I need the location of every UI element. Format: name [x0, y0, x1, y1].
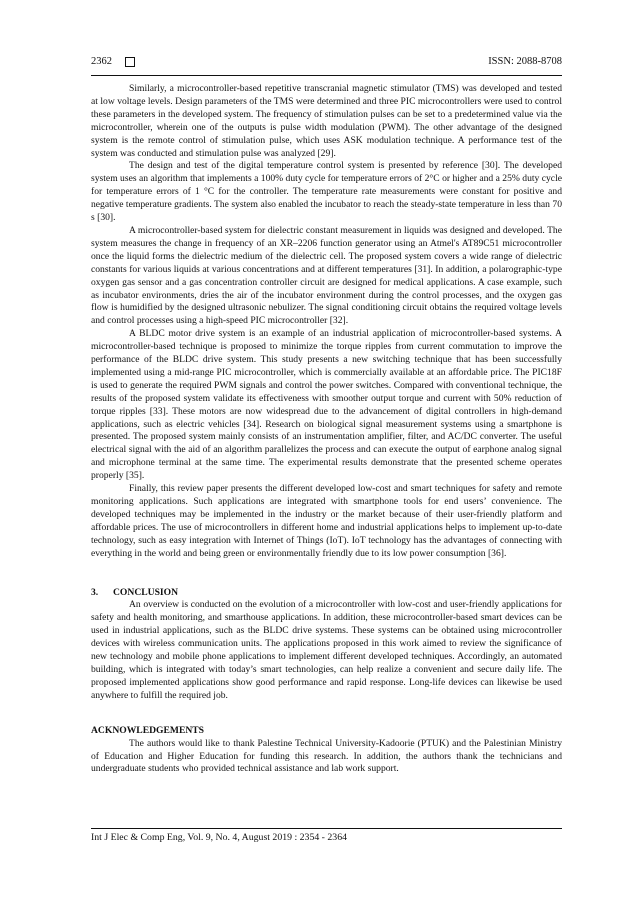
- page-content: [91, 83, 562, 776]
- body-paragraph: Finally, this review paper presents the different developed low-cost and smart techniques for safety and remote monitoring applications. Such applications are integrated with smartphone tools for end users’ convenience. The developed techniques may be implemented in the industry or the market because of their user-friendly platform and affordable prices. The use of microcontrollers in different home and industrial applications helps to implement up-to-date technology, such as easy integration with Internet of Things (IoT). IoT technology has the advantages of connecting with everything in the world and being green or environmentally friendly due to its low power consumption [36].: [91, 483, 562, 559]
- section-spacer: [91, 561, 562, 587]
- page-header: [91, 56, 562, 72]
- footer-divider: [91, 828, 562, 829]
- footer-citation: Int J Elec & Comp Eng, Vol. 9, No. 4, August 2019 : 2354 - 2364: [91, 832, 347, 843]
- conclusion-title: CONCLUSION: [113, 586, 179, 598]
- square-icon: [125, 57, 135, 67]
- body-paragraph: A BLDC motor drive system is an example of an industrial application of microcontroller-based systems. A microcontroller-based technique is proposed to minimize the torque ripples from current commutation to improve the performance of the BLDC drive system. This study presents a new switching technique that has been successfully implemented using a mid-range PIC microcontroller, which is commercially available at an affordable price. The PIC18F is used to generate the required PWM signals and control the power switches. Compared with conventional technique, the results of the proposed system validate its effectiveness with smoother output torque and current with 50% reduction of torque ripples [33]. These motors are now widespread due to the advancement of digital controllers in high-demand applications, such as electric vehicles [34]. Research on biological signal measurement systems using a smartphone is presented. The proposed system mainly consists of an instrumentation amplifier, filter, and AC/DC converter. The useful electrical signal with the aid of an algorithm parallelizes the process and can execute the output of earphone analog signal and microphone terminal at the same time. The experimental results demonstrate that the presented scheme operates properly [35].: [91, 328, 562, 482]
- conclusion-paragraph: An overview is conducted on the evolution of a microcontroller with low-cost and user-friendly applications for safety and health monitoring, and smarthouse applications. In addition, these microcontroller-based smart devices can be used in industrial applications, such as the BLDC drive systems. These systems can be obtained using microcontroller devices with wireless communication units. The applications proposed in this work aimed to review the significance of new technology and mobile phone applications to implement different developed techniques. Accordingly, an automated building, which is integrated with today’s smart technologies, can help realize a convenient and secure daily life. The proposed implemented applications show good performance and rapid response. Long-life devices can likewise be used anywhere to fulfill the required job.: [91, 599, 562, 701]
- issn-label: ISSN: 2088-8708: [488, 56, 562, 67]
- acknowledgements-heading: ACKNOWLEDGEMENTS: [91, 724, 205, 736]
- header-divider: [91, 75, 562, 76]
- body-paragraph: The design and test of the digital temperature control system is presented by reference [30]. The developed system uses an algorithm that implements a 100% duty cycle for temperature errors of 2°C or higher and a 25% duty cycle for temperature errors of 1 °C for the controller. The temperature rate measurements were constant for positive and negative temperature gradients. The system also enabled the incubator to reach the steady-state temperature in less than 70 s [30].: [91, 160, 562, 224]
- conclusion-number: 3.: [91, 586, 99, 598]
- acknowledgements-paragraph: The authors would like to thank Palestine Technical University-Kadoorie (PTUK) and the Palestinian Ministry of Education and Higher Education for funding this research. In addition, the authors thank the technicians and undergraduate students who provided technical assistance and lab work support.: [91, 737, 562, 775]
- body-paragraph: Similarly, a microcontroller-based repetitive transcranial magnetic stimulator (TMS) was developed and tested at low voltage levels. Design parameters of the TMS were determined and three PIC microcontrollers were used to control these parameters in the developed system. The frequency of stimulation pulses can be set to a predetermined value via the microcontroller, wherein one of the outputs is pulse width modulation (PWM). The other advantage of the designed system is the remote control of stimulation pulse, which uses ASK modulation technique. A performance test of the system was conducted and stimulation pulse was analyzed [29].: [91, 83, 562, 159]
- section-spacer: [91, 703, 562, 725]
- body-paragraph: A microcontroller-based system for dielectric constant measurement in liquids was designed and developed. The system measures the change in frequency of an XR–2206 function generator using an Atmel's AT89C51 microcontroller once the liquid forms the dielectric medium of the dielectric cell. The proposed system covers a wide range of dielectric constants for various liquids at various concentrations and at different temperatures [31]. In addition, a polarographic-type oxygen gas sensor and a gas concentration controller circuit are designed for medical applications. A case example, such as incubator environments, dries the air of the incubator environment during the control processes, and the oxygen gas flow is humidified by the designed ultrasonic nebulizer. The signal conditioning circuit obtains the required voltage levels and control processes using a high-speed PIC microcontroller [32].: [91, 224, 562, 327]
- page-number: 2362: [91, 56, 112, 67]
- conclusion-heading: [91, 587, 562, 600]
